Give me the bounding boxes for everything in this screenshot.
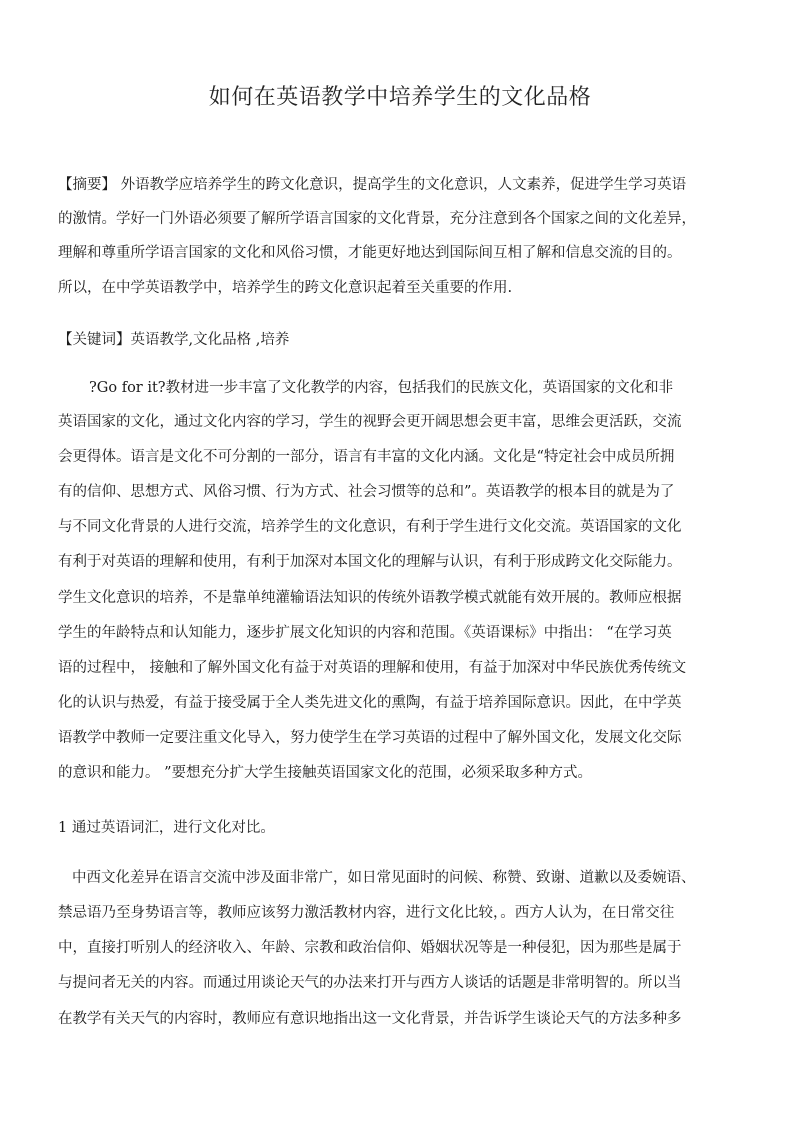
keywords-line: 【关键词】英语教学,文化品格 ,培养 xyxy=(58,332,290,348)
abstract-line: 的激情。学好一门外语必须要了解所学语言国家的文化背景，充分注意到各个国家之间的文化差异， xyxy=(58,211,696,227)
paragraph-line: 会更得体。语言是文化不可分割的一部分，语言有丰富的文化内涵。文化是“特定社会中成员所拥 xyxy=(58,449,675,465)
paragraph-line: 中，直接打听别人的经济收入、年龄、宗教和政治信仰、婚姻状况等是一种侵犯，因为那些是属于 xyxy=(58,940,682,956)
paragraph-line: 学生文化意识的培养，不是靠单纯灌输语法知识的传统外语教学模式就能有效开展的。教师应根据 xyxy=(58,590,682,606)
paragraph-line: 语的过程中， 接触和了解外国文化有益于对英语的理解和使用，有益于加深对中华民族优秀传统文 xyxy=(58,660,687,676)
abstract-line: 理解和尊重所学语言国家的文化和风俗习惯，才能更好地达到国际间互相了解和信息交流的目的。 xyxy=(58,245,682,261)
paragraph-line: 中西文化差异在语言交流中涉及面非常广，如日常见面时的问候、称赞、致谢、道歉以及委婉语、 xyxy=(72,870,696,886)
section-heading: 1 通过英语词汇，进行文化对比。 xyxy=(58,820,275,836)
paragraph-line: 与不同文化背景的人进行交流，培养学生的文化意识，有利于学生进行文化交流。英语国家的文化 xyxy=(58,519,682,535)
abstract-line: 所以，在中学英语教学中，培养学生的跨文化意识起着至关重要的作用. xyxy=(58,280,513,296)
paragraph-line: 英语国家的文化，通过文化内容的学习，学生的视野会更开阔思想会更丰富，思维会更活跃，交流 xyxy=(58,414,682,430)
paragraph-line: 与提问者无关的内容。而通过用谈论天气的办法来打开与西方人谈话的话题是非常明智的。所以当 xyxy=(58,975,682,991)
paragraph-line: 在教学有关天气的内容时，教师应有意识地指出这一文化背景，并告诉学生谈论天气的方法多种多 xyxy=(58,1011,682,1027)
paragraph-line: 学生的年龄特点和认知能力，逐步扩展文化知识的内容和范围。《英语课标》中指出： “在学习英 xyxy=(58,625,672,641)
paragraph-line: 化的认识与热爱，有益于接受属于全人类先进文化的熏陶，有益于培养国际意识。因此，在中学英 xyxy=(58,695,682,711)
paragraph-line: 有的信仰、思想方式、风俗习惯、行为方式、社会习惯等的总和”。英语教学的根本目的就是为了 xyxy=(58,484,675,500)
abstract-line: 【摘要】 外语教学应培养学生的跨文化意识，提高学生的文化意识，人文素养，促进学生学习英语 xyxy=(58,177,687,193)
paragraph-line: 有利于对英语的理解和使用，有利于加深对本国文化的理解与认识，有利于形成跨文化交际能力。 xyxy=(58,554,682,570)
paragraph-line: 语教学中教师一定要注重文化导入，努力使学生在学习英语的过程中了解外国文化，发展文化交际 xyxy=(58,730,682,746)
paragraph-line: 的意识和能力。 ”要想充分扩大学生接触英语国家文化的范围，必须采取多种方式。 xyxy=(58,765,593,781)
paragraph-line: 禁忌语乃至身势语言等，教师应该努力激活教材内容，进行文化比较，。西方人认为，在日常交往 xyxy=(58,905,675,921)
paragraph-line: ?Go for it?教材进一步丰富了文化教学的内容，包括我们的民族文化，英语国家的文化和非 xyxy=(89,380,674,396)
document-title: 如何在英语教学中培养学生的文化品格 xyxy=(208,85,592,110)
